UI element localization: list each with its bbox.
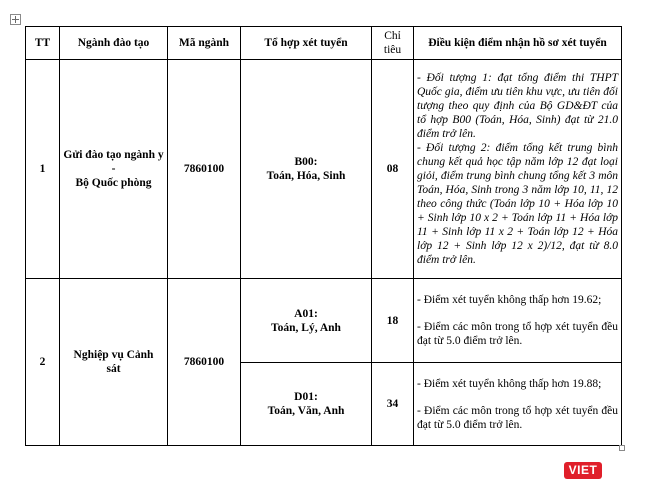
row-1-major bbox=[60, 60, 168, 279]
row-1-tt: 1 bbox=[26, 60, 60, 279]
vietnamnet-logo: VIET bbox=[564, 462, 602, 479]
row-1-major-line1: Gửi đào tạo ngành y - bbox=[63, 149, 164, 175]
row-2-combo-a01-subjects: Toán, Lý, Anh bbox=[271, 321, 341, 334]
table-resize-handle[interactable] bbox=[619, 445, 625, 451]
header-tt: TT bbox=[26, 27, 60, 60]
row-2-combo-d01-code: D01: bbox=[294, 391, 318, 403]
row-2-code: 7860100 bbox=[168, 279, 241, 446]
row-1-major-line2: Bộ Quốc phòng bbox=[75, 177, 152, 189]
header-row bbox=[26, 27, 622, 60]
row-2-tt: 2 bbox=[26, 279, 60, 446]
row-2-combo-d01 bbox=[241, 363, 372, 446]
row-2-major-line1: Nghiệp vụ Cảnh bbox=[73, 349, 154, 361]
header-major: Ngành đào tạo bbox=[60, 27, 168, 60]
table-move-handle[interactable] bbox=[10, 14, 21, 25]
row-2-condition-a01 bbox=[414, 279, 622, 363]
row-2-combo-d01-subjects: Toán, Văn, Anh bbox=[267, 405, 345, 417]
row-2-condition-a01-1: - Điểm xét tuyển không thấp hơn 19.62; bbox=[417, 294, 602, 306]
row-1-condition bbox=[414, 60, 622, 279]
row-1-code: 7860100 bbox=[168, 60, 241, 279]
row-1-combo-subjects: Toán, Hóa, Sinh bbox=[266, 170, 346, 182]
row-2-quota-d01: 34 bbox=[372, 363, 414, 446]
row-2-combo-a01-code: A01: bbox=[294, 307, 318, 320]
row-2-major bbox=[60, 279, 168, 446]
row-2-condition-d01 bbox=[414, 363, 622, 446]
table-row bbox=[26, 60, 622, 279]
row-2-quota-a01: 18 bbox=[372, 279, 414, 363]
row-2-condition-d01-1: - Điểm xét tuyển không thấp hơn 19.88; bbox=[417, 377, 602, 390]
row-1-condition-1: - Đối tượng 1: đạt tổng điểm thi THPT Quốc gia, điểm ưu tiên khu vực, ưu tiên đối tượng theo quy định của Bộ GD&ĐT của tổ hợp B00 (Toán, Hóa, Sinh) đạt từ 21.0 điểm trở lên. bbox=[417, 72, 618, 140]
row-1-combo-code: B00: bbox=[294, 156, 318, 168]
row-2-condition-a01-2: - Điểm các môn trong tổ hợp xét tuyển đều đạt từ 5.0 điểm trở lên. bbox=[417, 321, 618, 347]
row-2-condition-d01-2: - Điểm các môn trong tổ hợp xét tuyển đều đạt từ 5.0 điểm trở lên. bbox=[417, 404, 618, 431]
header-condition: Điều kiện điểm nhận hồ sơ xét tuyển bbox=[414, 27, 622, 60]
row-1-combo bbox=[241, 60, 372, 279]
header-code: Mã ngành bbox=[168, 27, 241, 60]
row-1-condition-2: - Đối tượng 2: điểm tổng kết trung bình chung kết quả học tập năm lớp 12 đạt loại giỏi, điểm trung bình chung tổng kết 3 môn Toán, Hóa, Sinh trong 3 năm lớp 10, 11, 12 theo công thức (Toán lớp 10 + Hóa lớp 10 + Sinh lớp 10 x 2 + Toán lớp 11 + Hóa lớp 11 + Sinh lớp 11 x 2 + Toán lớp 12 + Hóa lớp 12 + Sinh lớp 12 x 2)/12, đạt từ 8.0 điểm trở lên. bbox=[417, 142, 618, 266]
admissions-table bbox=[25, 26, 622, 446]
header-quota: Chỉ tiêu bbox=[372, 27, 414, 60]
header-combo: Tổ hợp xét tuyển bbox=[241, 27, 372, 60]
row-2-major-line2: sát bbox=[106, 363, 121, 375]
row-2-combo-a01 bbox=[241, 279, 372, 363]
row-1-quota: 08 bbox=[372, 60, 414, 279]
table-row bbox=[26, 279, 622, 363]
